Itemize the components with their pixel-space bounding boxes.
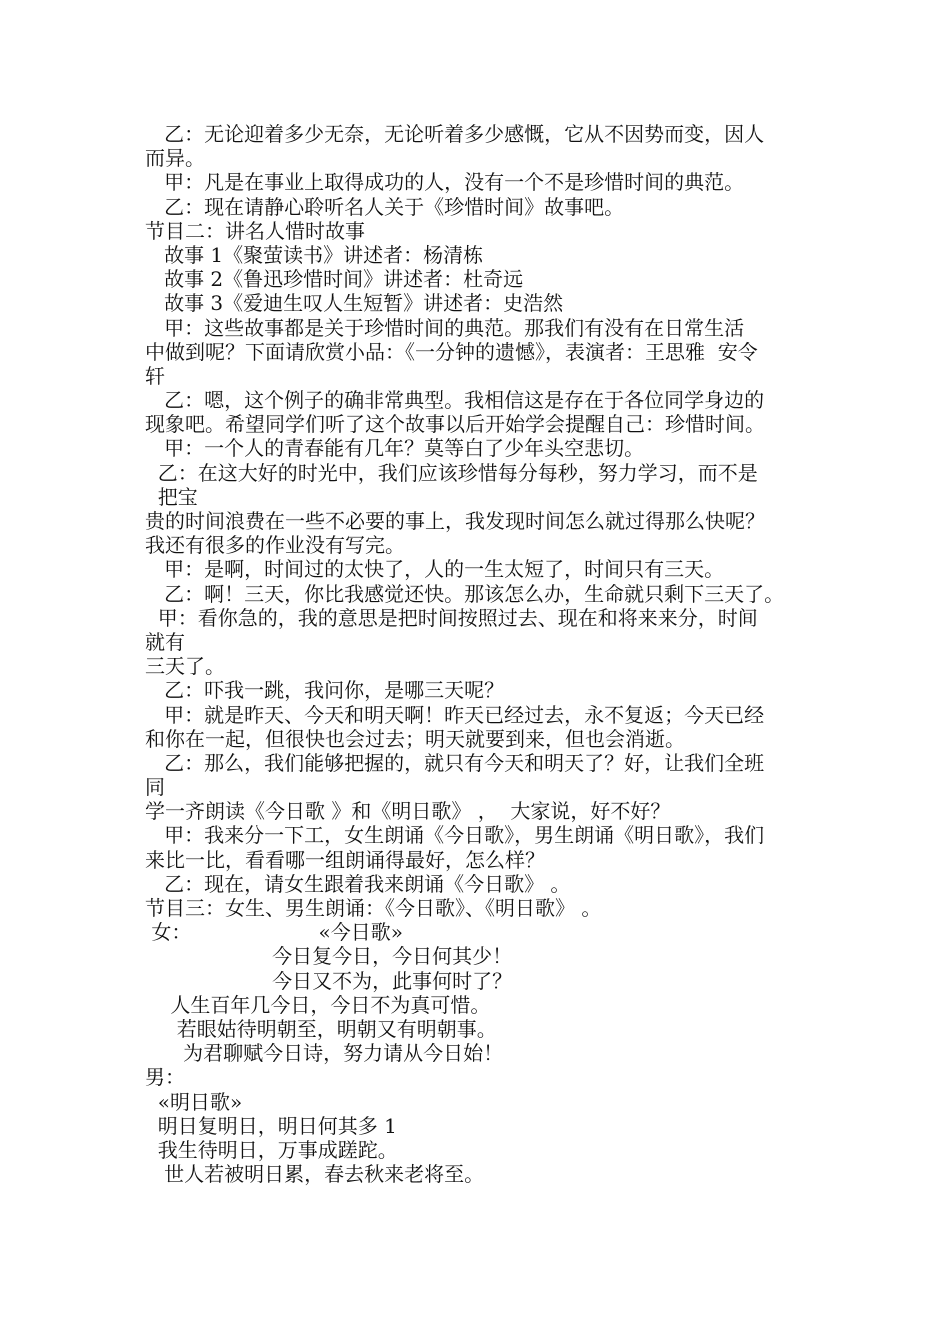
text-line: 把宝 xyxy=(145,484,198,509)
text-line: 学一齐朗读《今日歌 》和《明日歌》 ， 大家说，好不好？ xyxy=(145,799,671,824)
text-line: 女： «今日歌» xyxy=(145,920,403,945)
text-line: 节目二：讲名人惜时故事 xyxy=(145,218,365,243)
text-line: 同 xyxy=(145,775,165,800)
text-line: 甲：这些故事都是关于珍惜时间的典范。那我们有没有在日常生活 xyxy=(145,315,745,340)
text-line: 今日又不为，此事何时了？ xyxy=(145,968,513,993)
text-line: 人生百年几今日，今日不为真可惜。 xyxy=(145,992,491,1017)
text-line: 为君聊赋今日诗，努力请从今日始！ xyxy=(145,1041,504,1066)
text-line: 轩 xyxy=(145,363,165,388)
text-line: 乙：吓我一跳，我问你，是哪三天呢？ xyxy=(145,678,505,703)
text-line: 乙：嗯，这个例子的确非常典型。我相信这是存在于各位同学身边的 xyxy=(145,388,765,413)
text-line: 贵的时间浪费在一些不必要的事上，我发现时间怎么就过得那么快呢？ xyxy=(145,509,765,533)
text-line: 来比一比，看看哪一组朗诵得最好，怎么样？ xyxy=(145,847,545,872)
text-line: 而异。 xyxy=(145,146,205,171)
text-line: 甲：就是昨天、今天和明天啊！昨天已经过去，永不复返；今天已经 xyxy=(145,702,765,727)
text-line: 甲：是啊，时间过的太快了，人的一生太短了，时间只有三天。 xyxy=(145,557,725,582)
text-line: 乙：现在请静心聆听名人关于《珍惜时间》故事吧。 xyxy=(145,194,625,219)
text-line: 乙：啊！三天，你比我感觉还快。那该怎么办，生命就只剩下三天了。 xyxy=(145,581,785,606)
document-body xyxy=(145,122,845,1186)
text-line: 甲：一个人的青春能有几年？莫等白了少年头空悲切。 xyxy=(145,436,645,461)
text-line: 甲：我来分一下工，女生朗诵《今日歌》，男生朗诵《明日歌》，我们 xyxy=(145,823,765,848)
text-line: 我还有很多的作业没有写完。 xyxy=(145,533,405,558)
text-line: 故事 3《爱迪生叹人生短暂》讲述者：史浩然 xyxy=(145,291,564,316)
text-line: 乙：在这大好的时光中，我们应该珍惜每分每秒，努力学习，而不是 xyxy=(145,460,758,485)
text-line: 明日复明日，明日何其多 1 xyxy=(145,1113,397,1138)
text-line: 中做到呢？下面请欣赏小品：《一分钟的遗憾》，表演者：王思雅 安令 xyxy=(145,339,758,364)
text-line: «明日歌» xyxy=(145,1089,243,1114)
text-line: 世人若被明日累，春去秋来老将至。 xyxy=(145,1162,485,1187)
text-line: 今日复今日，今日何其少！ xyxy=(145,944,513,969)
text-line: 就有 xyxy=(145,629,185,654)
text-line: 故事 1《聚萤读书》讲述者：杨清栋 xyxy=(145,242,484,267)
text-line: 甲：看你急的，我的意思是把时间按照过去、现在和将来来分，时间 xyxy=(145,605,758,630)
text-line: 现象吧。希望同学们听了这个故事以后开始学会提醒自己：珍惜时间。 xyxy=(145,412,765,437)
text-line: 节目三：女生、男生朗诵：《今日歌》、《明日歌》 。 xyxy=(145,896,602,920)
text-line: 故事 2《鲁迅珍惜时间》讲述者：杜奇远 xyxy=(145,267,524,292)
text-line: 和你在一起，但很快也会过去；明天就要到来，但也会消逝。 xyxy=(145,726,685,751)
text-line: 若眼姑待明朝至，明朝又有明朝事。 xyxy=(145,1016,497,1041)
text-line: 甲：凡是在事业上取得成功的人，没有一个不是珍惜时间的典范。 xyxy=(145,170,745,195)
text-line: 乙：现在，请女生跟着我来朗诵《今日歌》 。 xyxy=(145,871,571,896)
text-line: 男： xyxy=(145,1065,185,1090)
text-line: 乙：那么，我们能够把握的，就只有今天和明天了？好，让我们全班 xyxy=(145,750,765,775)
text-line: 乙：无论迎着多少无奈，无论听着多少感慨，它从不因势而变，因人 xyxy=(145,122,765,146)
text-line: 我生待明日，万事成蹉跎。 xyxy=(145,1137,398,1162)
text-line: 三天了。 xyxy=(145,654,225,679)
